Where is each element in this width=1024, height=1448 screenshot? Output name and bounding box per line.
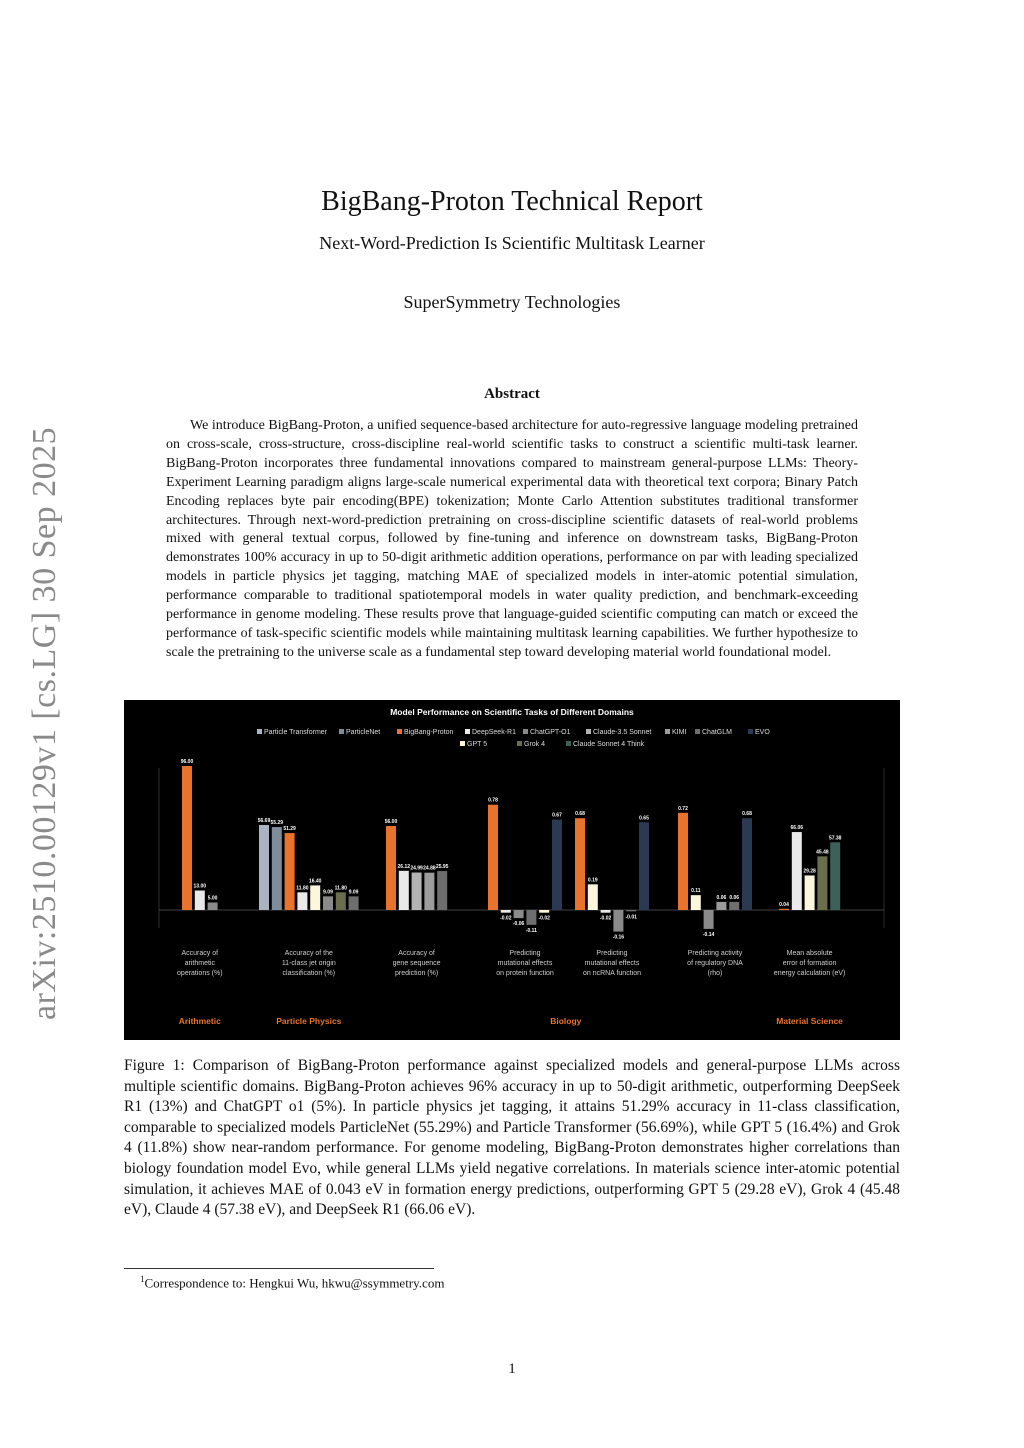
legend-label-grok-4: Grok 4 <box>524 741 546 748</box>
legend-swatch-chatglm <box>695 729 700 734</box>
bar-6-grok-4 <box>817 856 827 910</box>
group-label-0-2: operations (%) <box>177 970 223 977</box>
legend-label-chatglm: ChatGLM <box>702 729 732 736</box>
domain-label-material-science: Material Science <box>776 1016 843 1026</box>
chart-title: Model Performance on Scientific Tasks of Different Domains <box>390 707 634 717</box>
group-label-4-2: on ncRNA function <box>583 970 641 977</box>
group-label-6-2: energy calculation (eV) <box>773 970 846 977</box>
paper-title: BigBang-Proton Technical Report <box>321 186 703 217</box>
arxiv-identifier: arXiv:2510.00129v1 [cs.LG] 30 Sep 2025 <box>26 426 63 1020</box>
data-label-1-1: 55.29 <box>270 820 284 827</box>
data-label-0-0: 96.00 <box>180 759 194 765</box>
bar-5-evo <box>742 818 752 910</box>
group-label-1-0: Accuracy of the <box>284 950 333 957</box>
bar-6-bigbang-proton <box>779 909 789 910</box>
legend-swatch-claude-3-5-sonnet <box>586 729 591 734</box>
data-label-1-7: 9.09 <box>348 889 359 896</box>
legend-swatch-kimi <box>665 729 670 734</box>
legend-swatch-particle-transformer <box>257 729 262 734</box>
data-label-2-3: 24.88 <box>423 865 436 872</box>
legend-swatch-grok-4 <box>517 741 522 746</box>
group-label-0-0: Accuracy of <box>181 950 219 957</box>
bar-4-chatgpt-o1 <box>613 910 623 932</box>
data-label-3-0: 0.78 <box>488 797 498 804</box>
data-label-4-1: 0.19 <box>587 877 598 884</box>
bar-3-bigbang-proton <box>488 805 498 910</box>
legend-label-chatgpt-o1: ChatGPT-O1 <box>530 729 571 736</box>
data-label-2-0: 56.00 <box>384 819 398 825</box>
bar-5-gpt-5 <box>691 895 701 910</box>
data-label-3-5: 0.67 <box>552 812 562 819</box>
bar-3-evo <box>552 820 562 910</box>
bar-6-claude-sonnet-4-think <box>830 842 840 910</box>
data-label-3-3: -0.11 <box>525 927 537 934</box>
bar-0-bigbang-proton <box>182 766 192 910</box>
bar-4-deepseek-r1 <box>601 910 611 913</box>
bar-chart <box>124 700 900 1040</box>
legend-swatch-deepseek-r1 <box>465 729 470 734</box>
bar-2-chatglm <box>437 871 447 910</box>
paper-author: SuperSymmetry Technologies <box>403 292 621 312</box>
data-label-2-1: 26.12 <box>397 863 411 870</box>
legend-label-evo: EVO <box>755 729 770 736</box>
group-label-6-0: Mean absolute <box>786 950 833 957</box>
bar-6-gpt-5 <box>805 875 815 910</box>
bar-4-gpt-5 <box>588 884 598 910</box>
bar-3-chatglm <box>526 910 536 925</box>
data-label-4-0: 0.68 <box>575 811 585 818</box>
abstract-heading: Abstract <box>484 386 540 402</box>
legend-label-kimi: KIMI <box>672 729 687 736</box>
figure-1-chart <box>124 700 900 1040</box>
data-label-5-0: 0.72 <box>678 805 688 812</box>
group-label-3-1: mutational effects <box>497 960 553 967</box>
data-label-4-4: -0.01 <box>625 914 637 921</box>
data-label-3-1: -0.02 <box>500 915 512 922</box>
legend-label-particlenet: ParticleNet <box>346 729 381 736</box>
data-label-5-5: 0.68 <box>742 811 752 818</box>
legend-label-gpt-5: GPT 5 <box>467 741 488 748</box>
page-number: 1 <box>508 1361 516 1377</box>
figure-caption: Figure 1: Comparison of BigBang-Proton performance against specialized models and general-purpose LLMs across multiple scientific domains. BigBang-Proton achieves 96% accuracy in up to 50-digit arithmetic, outperforming DeepSeek R1 (13%) and ChatGPT o1 (5%). In particle physics jet tagging, it attains 51.29% accuracy in 11-class classification, comparable to specialized models ParticleNet (55.29%) and Particle Transformer (56.69%), while GPT 5 (16.4%) and Grok 4 (11.8%) show near-random performance. For genome modeling, BigBang-Proton demonstrates higher correlations than biology foundation model Evo, while general LLMs yield negative correlations. In materials science inter-atomic potential simulation, it achieves MAE of 0.043 eV in formation energy predictions, outperforming GPT 5 (29.28 eV), Grok 4 (45.48 eV), Claude 4 (57.38 eV), and DeepSeek R1 (66.06 eV). <box>124 1057 900 1219</box>
group-label-4-1: mutational effects <box>584 960 640 967</box>
data-label-5-3: 0.06 <box>716 894 727 901</box>
data-label-1-0: 56.69 <box>257 817 271 824</box>
data-label-6-0: 0.04 <box>779 901 789 908</box>
legend-label-claude-sonnet-4-think: Claude Sonnet 4 Think <box>573 741 645 748</box>
bar-4-bigbang-proton <box>575 818 585 910</box>
legend-swatch-evo <box>748 729 753 734</box>
domain-label-biology: Biology <box>550 1016 582 1026</box>
domain-label-arithmetic: Arithmetic <box>178 1016 221 1026</box>
legend-swatch-gpt-5 <box>460 741 465 746</box>
bar-0-chatgpt-o1 <box>208 903 218 911</box>
legend-label-particle-transformer: Particle Transformer <box>264 729 328 736</box>
data-label-1-3: 11.80 <box>296 885 309 892</box>
bar-3-gpt-5 <box>539 910 549 913</box>
group-label-0-1: arithmetic <box>184 960 215 967</box>
bar-1-chatgpt-o1 <box>323 896 333 910</box>
bar-5-bigbang-proton <box>678 813 688 910</box>
footnote-text: Correspondence to: Hengkui Wu, hkwu@ssymmetry.com <box>144 1275 445 1291</box>
data-label-6-1: 66.06 <box>790 825 804 832</box>
group-label-1-1: 11-class jet origin <box>281 960 336 967</box>
group-label-1-2: classification (%) <box>282 970 336 977</box>
data-label-3-2: -0.06 <box>512 921 525 928</box>
bar-2-bigbang-proton <box>386 826 396 910</box>
data-label-2-4: 25.95 <box>435 864 449 871</box>
data-label-1-4: 16.40 <box>308 878 322 885</box>
group-label-5-2: (rho) <box>707 970 723 977</box>
group-label-5-0: Predicting activity <box>687 950 743 957</box>
bar-4-evo <box>639 822 649 910</box>
data-label-3-4: -0.02 <box>538 915 550 922</box>
bar-2-claude-3-5-sonnet <box>412 873 422 910</box>
bar-5-chatgpt-o1 <box>704 910 714 929</box>
legend-swatch-chatgpt-o1 <box>523 729 528 734</box>
data-label-2-2: 24.99 <box>410 865 423 872</box>
legend-swatch-bigbang-proton <box>397 729 402 734</box>
data-label-0-2: 5.00 <box>207 895 218 902</box>
group-label-2-1: gene sequence <box>392 960 441 967</box>
legend-swatch-particlenet <box>339 729 344 734</box>
data-label-5-4: 0.06 <box>729 894 740 901</box>
domain-label-particle-physics: Particle Physics <box>276 1016 342 1026</box>
group-label-3-2: on protein function <box>496 970 554 977</box>
data-label-5-2: -0.14 <box>702 931 715 938</box>
legend-label-deepseek-r1: DeepSeek-R1 <box>472 729 516 736</box>
data-label-5-1: 0.11 <box>691 888 701 895</box>
bar-1-chatglm <box>349 896 359 910</box>
legend-label-claude-3-5-sonnet: Claude-3.5 Sonnet <box>593 729 652 736</box>
group-label-3-0: Predicting <box>509 950 541 957</box>
bar-2-deepseek-r1 <box>399 871 409 910</box>
data-label-4-5: 0.65 <box>639 815 649 822</box>
bar-1-grok-4 <box>336 892 346 910</box>
group-label-2-2: prediction (%) <box>395 970 439 977</box>
bar-1-particlenet <box>272 827 282 910</box>
data-label-6-4: 57.38 <box>828 835 842 842</box>
legend-label-bigbang-proton: BigBang-Proton <box>404 729 454 736</box>
data-label-1-6: 11.80 <box>334 885 347 892</box>
data-label-4-3: -0.16 <box>612 934 625 941</box>
group-label-6-1: error of formation <box>782 960 837 967</box>
footnote-mark: 1 <box>140 1274 145 1284</box>
bar-0-deepseek-r1 <box>195 891 205 911</box>
paper-subtitle: Next-Word-Prediction Is Scientific Multitask Learner <box>319 233 705 253</box>
bar-1-particle-transformer <box>259 825 269 910</box>
bar-5-chatglm <box>729 902 739 910</box>
bar-1-bigbang-proton <box>285 833 295 910</box>
data-label-4-2: -0.02 <box>599 915 612 922</box>
bar-5-kimi <box>716 902 726 910</box>
bar-2-kimi <box>424 873 434 910</box>
footnote <box>140 1274 444 1291</box>
abstract-text: We introduce BigBang-Proton, a unified sequence-based architecture for auto-regressive language modeling pretrained on cross-scale, cross-structure, cross-discipline real-world scientific tasks to construct a scientific multi-task learner. BigBang-Proton incorporates three fundamental innovations compared to mainstream general-purpose LLMs: Theory-Experiment Learning paradigm aligns large-scale numerical experimental data with theoretical text corpora; Binary Patch Encoding replaces byte pair encoding(BPE) tokenization; Monte Carlo Attention substitutes traditional transformer architectures. Through next-word-prediction pretraining on cross-discipline scientific datasets of real-world problems mixed with general textual corpus, followed by fine-tuning and inference on downstream tasks, BigBang-Proton demonstrates 100% accuracy in up to 50-digit arithmetic addition operations, performance on par with leading specialized models in particle physics jet tagging, matching MAE of specialized models in inter-atomic potential simulation, performance comparable to traditional spatiotemporal models in water quality prediction, and benchmark-exceeding performance in genome modeling. These results prove that language-guided scientific computing can match or exceed the performance of task-specific scientific models while maintaining multitask learning capabilities. We further hypothesize to scale the pretraining to the universe scale as a fundamental step toward developing material world foundational model. <box>166 418 858 660</box>
data-label-6-3: 45.48 <box>816 849 829 856</box>
data-label-0-1: 13.00 <box>193 883 207 890</box>
bar-4-chatglm <box>626 910 636 911</box>
group-label-5-1: of regulatory DNA <box>687 960 743 967</box>
group-label-2-0: Accuracy of <box>398 950 435 957</box>
bar-3-chatgpt-o1 <box>514 910 524 918</box>
bar-6-deepseek-r1 <box>792 832 802 910</box>
bar-1-gpt-5 <box>310 885 320 910</box>
legend-swatch-claude-sonnet-4-think <box>566 741 571 746</box>
group-label-4-0: Predicting <box>596 950 628 957</box>
bar-3-deepseek-r1 <box>501 910 511 913</box>
data-label-1-5: 9.09 <box>323 889 333 896</box>
data-label-1-2: 51.29 <box>283 826 296 833</box>
footnote-rule <box>124 1268 434 1269</box>
bar-1-deepseek-r1 <box>297 892 307 910</box>
data-label-6-2: 29.28 <box>803 868 816 875</box>
